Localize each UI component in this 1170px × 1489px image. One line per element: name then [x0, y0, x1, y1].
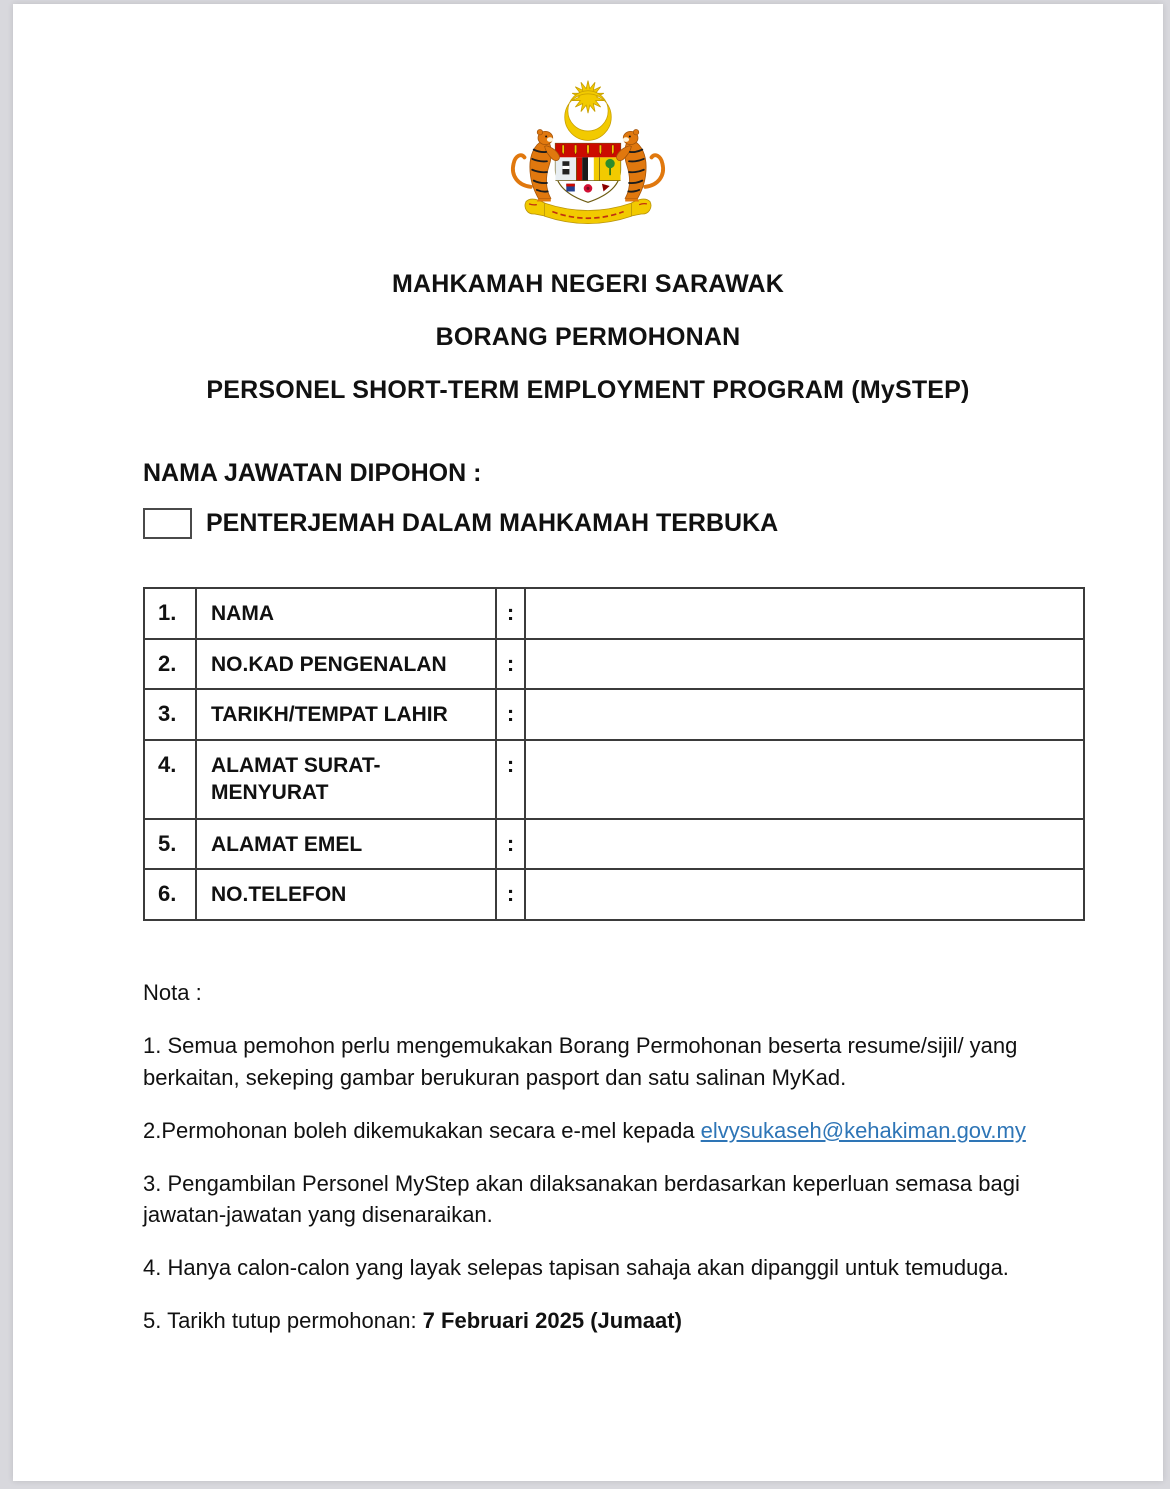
notes-heading: Nota :	[143, 979, 202, 1005]
note-3-text: 3. Pengambilan Personel MyStep akan dilaksanakan berdasarkan keperluan semasa bagi jawatan-jawatan yang disenaraikan.	[143, 1170, 1020, 1228]
note-3	[143, 1168, 1087, 1232]
value-field-telefon[interactable]	[525, 869, 1084, 920]
position-checkbox[interactable]	[143, 508, 192, 539]
logo-container	[495, 72, 681, 235]
row-label: TARIKH/TEMPAT LAHIR	[196, 689, 496, 740]
colon-separator: :	[496, 869, 525, 920]
note-5	[143, 1305, 1087, 1337]
row-label: ALAMAT SURAT-MENYURAT	[196, 740, 496, 819]
form-body	[143, 459, 1085, 1337]
row-label: NO.KAD PENGENALAN	[196, 639, 496, 690]
position-section-heading: NAMA JAWATAN DIPOHON :	[143, 459, 482, 487]
value-field-alamat-emel[interactable]	[525, 819, 1084, 870]
value-field-alamat-surat[interactable]	[525, 740, 1084, 819]
note-2-text: 2.Permohonan boleh dikemukakan secara e-mel kepada	[143, 1117, 701, 1143]
document-page	[13, 4, 1163, 1481]
note-2	[143, 1115, 1087, 1147]
table-row	[144, 740, 1084, 819]
table-row	[144, 689, 1084, 740]
email-link[interactable]: elvysukaseh@kehakiman.gov.my	[700, 1117, 1026, 1143]
note-5-text: 5. Tarikh tutup permohonan:	[143, 1308, 423, 1334]
row-number: 1.	[144, 588, 196, 639]
table-row	[144, 588, 1084, 639]
row-label: ALAMAT EMEL	[196, 819, 496, 870]
closing-date: 7 Februari 2025 (Jumaat)	[422, 1308, 682, 1334]
notes-section	[143, 977, 1087, 1337]
applicant-details-table	[143, 587, 1085, 921]
row-label: NAMA	[196, 588, 496, 639]
malaysia-coat-of-arms-icon	[495, 72, 681, 235]
note-4	[143, 1252, 1087, 1284]
row-number: 3.	[144, 689, 196, 740]
colon-separator: :	[496, 588, 525, 639]
colon-separator: :	[496, 639, 525, 690]
program-title: PERSONEL SHORT-TERM EMPLOYMENT PROGRAM (MySTEP)	[206, 376, 970, 404]
colon-separator: :	[496, 819, 525, 870]
table-row	[144, 819, 1084, 870]
row-number: 4.	[144, 740, 196, 819]
form-title: BORANG PERMOHONAN	[435, 323, 741, 351]
note-1	[143, 1030, 1087, 1094]
position-option-label: PENTERJEMAH DALAM MAHKAMAH TERBUKA	[206, 509, 779, 537]
row-number: 5.	[144, 819, 196, 870]
position-option-row	[143, 508, 1085, 539]
document-header	[13, 4, 1163, 405]
row-number: 2.	[144, 639, 196, 690]
value-field-kad-pengenalan[interactable]	[525, 639, 1084, 690]
row-number: 6.	[144, 869, 196, 920]
note-4-text: 4. Hanya calon-calon yang layak selepas tapisan sahaja akan dipanggil untuk temuduga.	[143, 1255, 1009, 1281]
colon-separator: :	[496, 689, 525, 740]
colon-separator: :	[496, 740, 525, 819]
value-field-tarikh-tempat-lahir[interactable]	[525, 689, 1084, 740]
row-label: NO.TELEFON	[196, 869, 496, 920]
table-row	[144, 639, 1084, 690]
note-1-text: 1. Semua pemohon perlu mengemukakan Borang Permohonan beserta resume/sijil/ yang berkaitan, sekeping gambar berukuran pasport dan satu salinan MyKad.	[143, 1032, 1018, 1090]
table-row	[144, 869, 1084, 920]
value-field-nama[interactable]	[525, 588, 1084, 639]
court-name: MAHKAMAH NEGERI SARAWAK	[391, 270, 785, 298]
